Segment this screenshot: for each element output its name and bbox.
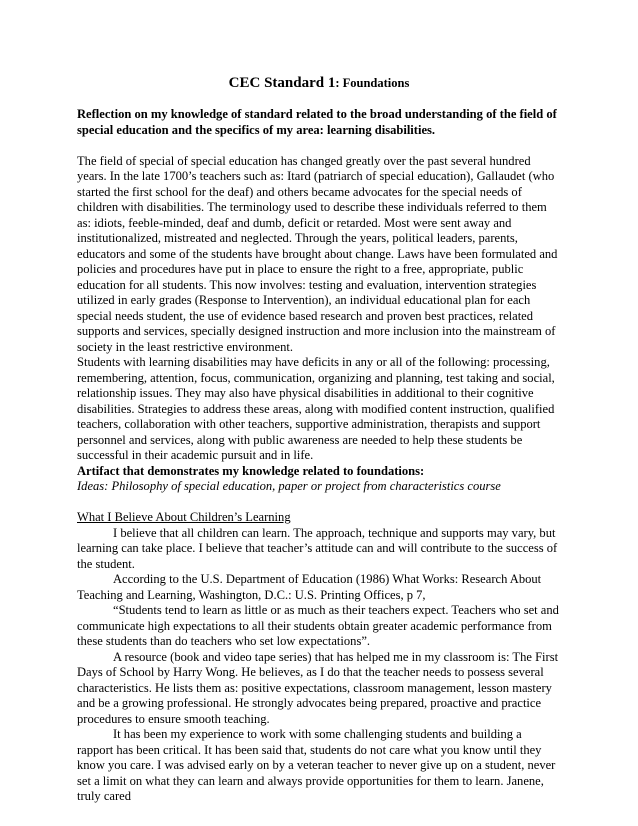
artifact-ideas: Ideas: Philosophy of special education, paper or project from characteristics course	[77, 479, 501, 493]
paragraph-learning-disabilities: Students with learning disabilities may have deficits in any or all of the following: processing, remembering, attention, focus, communication, organizing and planning, test taking and social, relationship issues. They may also have physical disabilities in additional to their cognitive disabilities. Strategies to address these areas, along with modified content instruction, qualified teachers, collaboration with other teachers, supportive administration, therapists and support personnel and services, along with public awareness are needed to help these students be successful in their academic pursuit and in life.	[77, 355, 555, 462]
paragraph-history: The field of special of special education has changed greatly over the past several hundred years. In the late 1700’s teachers such as: Itard (patriarch of special education), Gallaudet (who started the first school for the deaf) and others became advocates for the special needs of children with disabilities. The terminology used to describe these individuals referred to them as: idiots, feeble-minded, deaf and dumb, deficit or retarded. Most were sent away and institutionalized, mistreated and neglected. Through the years, political leaders, parents, educators and some of the students have brought about change. Laws have been formulated and policies and procedures have put in place to ensure the right to a free, appropriate, public education for all students. This now involves: testing and evaluation, intervention strategies utilized in early grades (Response to Intervention), an individual educational plan for each special needs student, the use of evidence based research and proven best practices, related supports and services, specially designed instruction and more inclusion into the mainstream of society in the least restrictive environment.	[77, 153, 558, 354]
belief-paragraph: A resource (book and video tape series) that has helped me in my classroom is: The First Days of School by Harry Wong. He believes, as I do that the teacher needs to possess several characteristics. He lists them as: positive expectations, classroom management, lesson mastery and be a growing professional. He strongly advocates being prepared, proactive and practice procedures to ensure smooth teaching.	[77, 649, 559, 726]
belief-paragraph: According to the U.S. Department of Education (1986) What Works: Research About Teaching and Learning, Washington, D.C.: U.S. Printing Offices, p 7,	[77, 572, 542, 602]
title-subtitle: : Foundations	[335, 76, 410, 90]
title-main: CEC Standard 1	[228, 75, 336, 91]
reflection-statement: Reflection on my knowledge of standard related to the broad understanding of the field of special education and the specifics of my area: learning disabilities.	[77, 107, 557, 137]
artifact-heading: Artifact that demonstrates my knowledge related to foundations:	[77, 463, 425, 478]
document-page	[77, 74, 561, 805]
belief-quote: “Students tend to learn as little or as much as their teachers expect. Teachers who set and communicate high expectations to all their students obtain greater academic performance from these students than do teachers who set low expectations”.	[77, 603, 559, 648]
page-title	[77, 74, 561, 92]
belief-paragraph: I believe that all children can learn. The approach, technique and supports may vary, but learning can take place. I believe that teacher’s attitude can and will contribute to the success of the student.	[77, 525, 558, 571]
belief-paragraph: It has been my experience to work with some challenging students and building a rapport has been critical. It has been said that, students do not care what you know until they know you care. I was advised early on by a veteran teacher to never give up on a student, never set a limit on what they can learn and always provide opportunities for them to learn. Janene, truly cared	[77, 727, 556, 803]
section-heading: What I Believe About Children’s Learning	[77, 510, 291, 524]
